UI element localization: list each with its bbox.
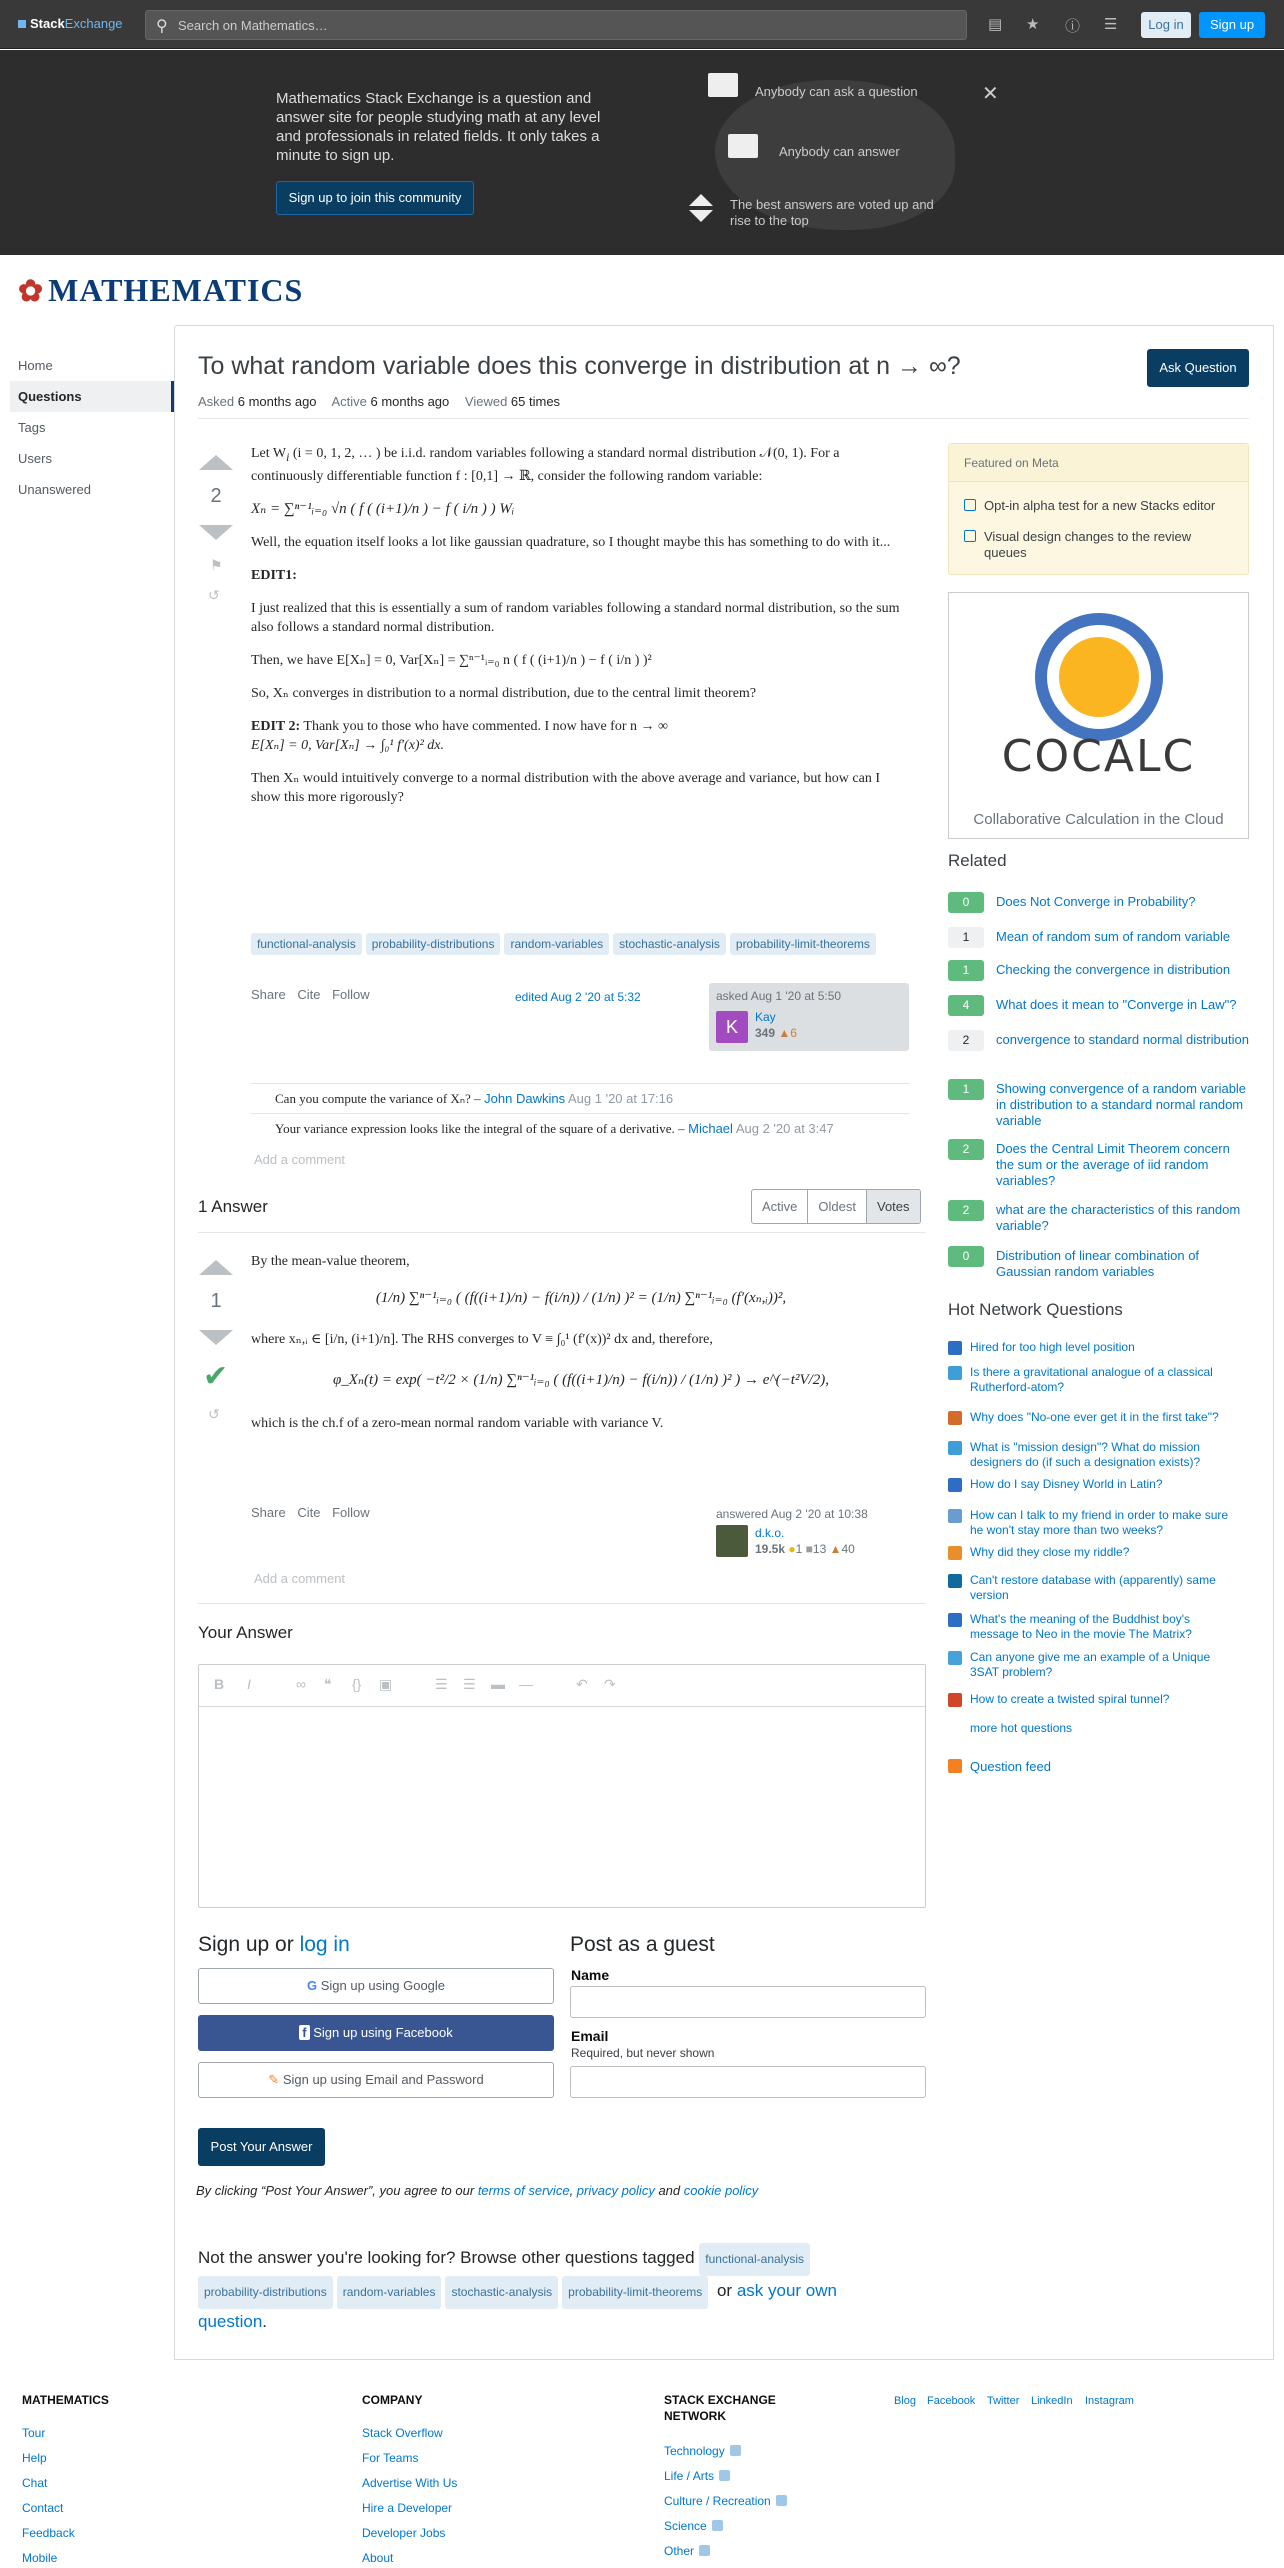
site-logo[interactable]: ✿ MATHEMATICS [18,272,304,308]
hero-description: Mathematics Stack Exchange is a question and answer site for people studying math at any level and professionals in related fields. It only takes a minute to sign up. [276,90,601,164]
add-comment-link[interactable]: Add a comment [254,1571,346,1586]
meta-post-icon [964,499,976,511]
question-meta: Asked 6 months ago Active 6 months ago Viewed 65 times [198,394,561,409]
search-box[interactable] [145,10,967,40]
privacy-link[interactable]: privacy policy [576,2183,655,2198]
hot-question-link[interactable]: What's the meaning of the Buddhist boy's message to Neo in the movie The Matrix? [970,1612,1192,1641]
share-link[interactable]: Share [251,987,286,1002]
question-paragraph: So, Xₙ converges in distribution to a normal distribution, due to the central limit theorem? [251,685,757,701]
related-score: 1 [948,960,984,981]
follow-link[interactable]: Follow [332,1505,370,1520]
answer-editor [198,1664,926,1908]
tos-link[interactable]: terms of service [477,2183,570,2198]
inbox-icon[interactable]: ▤ [988,16,1003,33]
related-link[interactable]: Showing convergence of a random variable in distribution to a standard normal random variable [996,1081,1247,1128]
edited-link[interactable]: edited Aug 2 '20 at 5:32 [515,990,641,1004]
signup-title: Sign up or log in [198,1933,350,1956]
footer-link[interactable]: About [362,2551,394,2565]
related-score: 1 [948,1079,984,1100]
divider [198,418,1249,419]
tag-probability-limit-theorems[interactable]: probability-limit-theorems [562,2276,708,2309]
footer-link[interactable]: Developer Jobs [362,2526,446,2540]
footer-link[interactable]: Mobile [22,2551,58,2565]
answerer-card: answered Aug 2 '20 at 10:38 d.k.o. 19.5k ●1 ■13 ▲40 [716,1507,868,1556]
footer-link[interactable]: Other [664,2544,710,2558]
divider [198,1232,926,1233]
footer-social-link[interactable]: Instagram [1085,2395,1134,2407]
login-button[interactable]: Log in [1141,12,1191,38]
site-icon [948,1574,962,1588]
related-score: 2 [948,1200,984,1221]
answerer-reputation: 19.5k [755,1542,786,1556]
tag-random-variables[interactable]: random-variables [504,933,609,955]
hot-question-link[interactable]: How do I say Disney World in Latin? [970,1477,1163,1491]
answer-vote-count: 1 [210,1290,222,1312]
meta-item[interactable]: Visual design changes to the review queues [964,529,1234,561]
answers-count: 1 Answer [198,1197,268,1216]
related-score: 0 [948,1246,984,1267]
question-vote-count: 2 [210,485,222,507]
hot-network-title: Hot Network Questions [948,1300,1123,1319]
question-paragraph: Then, we have E[Xₙ] = 0, Var[Xₙ] = ∑ⁿ⁻¹ᵢ₌₀ n ( f ( (i+1)/n ) − f ( i/n ) )² [251,652,652,668]
footer-company-title: COMPANY [362,2393,423,2407]
question-title[interactable]: To what random variable does this converge in distribution at n → ∞? [198,352,961,380]
ask-own-question-link[interactable]: ask your own question [198,2281,837,2331]
ad-caption: Collaborative Calculation in the Cloud [973,811,1224,828]
feature-vote: The best answers are voted up and rise to the top [730,197,934,228]
meta-item[interactable]: Opt-in alpha test for a new Stacks editor [964,498,1234,514]
redo-icon[interactable]: ↷ [604,1676,616,1692]
site-icon [948,1411,962,1425]
bronze-count: 40 [841,1542,855,1556]
footer-link[interactable]: Advertise With Us [362,2476,458,2490]
nav-unanswered[interactable]: Unanswered [18,482,91,497]
question-paragraph: Then Xₙ would intuitively converge to a normal distribution with the above average and variance, but how can I show this more rigorously? [251,770,881,805]
hot-question-link[interactable]: Is there a gravitational analogue of a classical Rutherford-atom? [970,1365,1213,1394]
hot-question-link[interactable]: Why did they close my riddle? [970,1545,1130,1559]
comment-time: Aug 1 '20 at 17:16 [568,1091,674,1106]
login-link[interactable]: log in [299,1933,350,1956]
comment-time: Aug 2 '20 at 3:47 [735,1121,834,1136]
stackexchange-logo[interactable]: StackExchange [18,16,123,31]
footer-link[interactable]: Culture / Recreation [664,2494,787,2508]
history-icon[interactable]: ↺ [208,1406,220,1422]
cite-link[interactable]: Cite [297,1505,321,1520]
gold-count: 1 [795,1542,803,1556]
undo-icon[interactable]: ↶ [576,1676,588,1692]
footer-link[interactable]: Stack Overflow [362,2426,443,2440]
editor-toolbar [199,1665,925,1707]
related-score: 2 [948,1139,984,1160]
answer-actions [251,1505,378,1520]
related-score: 4 [948,995,984,1016]
facebook-icon: f [299,2025,309,2040]
sort-oldest[interactable]: Oldest [808,1190,867,1223]
site-icon [948,1441,962,1455]
footer-social-link[interactable]: Facebook [927,2395,976,2407]
bronze-badges: ▲6 [778,1026,797,1040]
sort-votes[interactable]: Votes [867,1190,920,1223]
tag-stochastic-analysis[interactable]: stochastic-analysis [445,2276,558,2309]
not-the-answer: Not the answer you're looking for? Browse other questions tagged functional-analysis probability-distributions random-variables stochastic-analysis probability-limit-theorems or ask your own question. [198,2243,858,2334]
more-icon [730,2445,741,2456]
tag-probability-distributions[interactable]: probability-distributions [198,2276,333,2309]
site-icon [948,1509,962,1523]
close-icon[interactable]: ✕ [982,83,999,105]
link-icon[interactable]: ∞ [296,1676,306,1692]
cocalc-ad[interactable] [948,592,1249,839]
related-score: 0 [948,892,984,913]
answer-textarea[interactable] [199,1707,925,1907]
nav-home[interactable]: Home [18,358,53,373]
add-comment-link[interactable]: Add a comment [254,1152,346,1167]
ask-icon [708,73,738,97]
top-bar [0,0,1284,49]
footer-link[interactable]: Help [22,2451,47,2465]
meta-title: Featured on Meta [949,444,1248,482]
related-link[interactable]: what are the characteristics of this random variable? [996,1202,1241,1233]
answerer-name[interactable]: d.k.o. [755,1526,785,1540]
asker-name[interactable]: Kay [755,1010,776,1024]
email-label: Email [571,2028,609,2044]
question-paragraph: Let $W_i$ (i = 0, 1, 2, … ) be i.i.d. random variables following a standard normal distribution 𝒩(0, 1). For a continuously differentiable function f : [0,1] → ℝ, consider the following random variable: [251,446,840,484]
silver-badge-icon: ■ [805,1542,813,1556]
related-title: Related [948,851,1007,870]
footer-link[interactable]: Feedback [22,2526,75,2540]
terms-notice: By clicking “Post Your Answer”, you agree to our terms of service, privacy policy and cookie policy [196,2183,759,2198]
bold-icon[interactable]: B [214,1676,225,1692]
left-sidebar [0,350,174,505]
feature-answer: Anybody can answer [779,144,900,159]
quote-icon[interactable]: ❝ [324,1676,332,1692]
email-input[interactable] [570,2066,926,2098]
more-icon [776,2495,787,2506]
asker-reputation: 349 [755,1026,776,1040]
question-body [251,444,906,821]
tag-stochastic-analysis[interactable]: stochastic-analysis [613,933,726,955]
ad-brand: COCALC [1001,731,1196,782]
facebook-signup-button[interactable]: f Sign up using Facebook [198,2015,554,2051]
related-link[interactable]: convergence to standard normal distribution [996,1032,1249,1047]
footer-link[interactable]: Science [664,2519,723,2533]
ask-question-button[interactable]: Ask Question [1147,349,1249,387]
gold-badge-icon: ● [788,1542,796,1556]
heading-icon[interactable]: ▬ [491,1676,505,1692]
question-tags [251,933,880,955]
answer-equation: (1/n) ∑ⁿ⁻¹ᵢ₌₀ ( (f((i+1)/n) − f(i/n)) / (1/n) )² = (1/n) ∑ⁿ⁻¹ᵢ₌₀ (f′(xₙ,ᵢ))², [375,1290,787,1306]
answer-paragraph: where xₙ,ᵢ ∈ [i/n, (i+1)/n]. The RHS converges to V ≡ ∫₀¹ (f′(x))² dx and, therefore, [251,1332,713,1347]
join-community-button[interactable]: Sign up to join this community [276,181,474,215]
google-icon: G [306,1978,318,1993]
site-icon [948,1693,962,1707]
footer-social-link[interactable]: LinkedIn [1031,2395,1073,2407]
italic-icon[interactable]: I [247,1676,251,1692]
history-icon[interactable]: ↺ [208,587,220,603]
hot-question-link[interactable]: What is "mission design"? What do mission designers do (if such a designation exists)? [970,1440,1201,1469]
footer-link[interactable]: Life / Arts [664,2469,730,2483]
bookmark-icon[interactable]: ⚑ [210,557,223,573]
footer-site-title: MATHEMATICS [22,2393,109,2407]
accepted-check-icon: ✔ [203,1360,229,1393]
question-actions [251,987,378,1002]
site-icon [948,1478,962,1492]
tag-random-variables[interactable]: random-variables [337,2276,442,2309]
upvote-button[interactable] [199,455,233,470]
welcome-banner [0,50,1284,255]
related-link[interactable]: Distribution of linear combination of Gaussian random variables [996,1248,1200,1279]
footer-link[interactable]: Hire a Developer [362,2501,453,2515]
downvote-button[interactable] [199,525,233,540]
edit1-label: EDIT1: [251,567,297,583]
search-icon: ⚲ [156,18,168,35]
question-paragraph: I just realized that this is essentially a sum of random variables following a standard normal distribution, so the sum also follows a standard normal distribution. [251,600,900,635]
cite-link[interactable]: Cite [297,987,321,1002]
answer-icon [728,134,758,158]
site-icon [948,1651,962,1665]
comment: Can you compute the variance of Xₙ? – John Dawkins Aug 1 '20 at 17:16 [251,1083,910,1113]
answer-paragraph: which is the ch.f of a zero-mean normal random variable with variance V. [251,1416,664,1431]
sort-active[interactable]: Active [752,1190,808,1223]
question-paragraph: Well, the equation itself looks a lot like gaussian quadrature, so I thought maybe this has something to do with it... [251,534,891,550]
related-link[interactable]: What does it mean to "Converge in Law"? [996,997,1237,1012]
stackexchange-icon [18,20,26,28]
more-icon [699,2545,710,2556]
footer-network-title: STACK EXCHANGE NETWORK [664,2393,776,2423]
answer-sort-tabs [751,1189,921,1224]
related-link[interactable]: Does the Central Limit Theorem concern the sum or the average of iid random variables? [996,1141,1230,1188]
achievements-icon[interactable]: ★ [1026,16,1040,33]
comment-author[interactable]: John Dawkins [484,1091,566,1106]
more-icon [712,2520,723,2531]
feature-ask: Anybody can ask a question [755,84,918,99]
site-icon [948,1613,962,1627]
guest-title: Post as a guest [570,1933,715,1956]
site-icon [948,1341,962,1355]
hot-question-link[interactable]: How to create a twisted spiral tunnel? [970,1692,1170,1706]
bulleted-list-icon[interactable]: ☰ [463,1676,476,1692]
footer-link[interactable]: Tour [22,2426,46,2440]
question-equation: Xₙ = ∑ⁿ⁻¹ᵢ₌₀ √n ( f ( (i+1)/n ) − f ( i/n ) ) Wᵢ [251,500,515,517]
follow-link[interactable]: Follow [332,987,370,1002]
email-icon: ✎ [268,2072,280,2087]
answer-paragraph: By the mean-value theorem, [251,1254,410,1269]
site-icon [948,1366,962,1380]
upvote-button[interactable] [199,1260,233,1275]
footer-social-link[interactable]: Twitter [987,2395,1020,2407]
tag-functional-analysis[interactable]: functional-analysis [251,933,362,955]
meta-post-icon [964,530,976,542]
search-input[interactable] [178,15,938,35]
answer-equation: φ_Xₙ(t) = exp( −t²/2 × (1/n) ∑ⁿ⁻¹ᵢ₌₀ ( (f((i+1)/n) − f(i/n)) / (1/n) )² ) → e^(−t²V/2), [332,1372,830,1388]
more-hot-questions-link[interactable]: more hot questions [970,1721,1073,1735]
code-icon[interactable]: {} [352,1676,362,1692]
help-icon[interactable]: ⓘ [1065,18,1081,35]
signup-button[interactable]: Sign up [1199,12,1265,38]
horizontal-rule-icon[interactable]: — [519,1676,533,1692]
avatar[interactable]: K [716,1011,748,1043]
nav-users[interactable]: Users [18,451,52,466]
tag-probability-distributions[interactable]: probability-distributions [366,933,501,955]
name-label: Name [571,1967,610,1983]
hot-question-link[interactable]: How can I talk to my friend in order to make sure he won't stay more than two weeks? [970,1508,1229,1537]
flower-icon: ✿ [18,275,45,308]
more-icon [719,2470,730,2481]
email-note: Required, but never shown [571,2046,715,2060]
related-link[interactable]: Checking the convergence in distribution [996,962,1231,977]
hot-question-link[interactable]: Hired for too high level position [970,1340,1135,1354]
silver-count: 13 [812,1542,827,1556]
your-answer-title: Your Answer [198,1623,293,1642]
post-answer-button[interactable]: Post Your Answer [198,2128,325,2166]
footer-social-link[interactable]: Blog [894,2395,917,2407]
footer-link[interactable]: Contact [22,2501,64,2515]
related-score: 1 [948,927,984,948]
comment: Your variance expression looks like the integral of the square of a derivative. – Michael Aug 2 '20 at 3:47 [251,1113,910,1143]
nav-questions[interactable]: Questions [10,381,174,412]
downvote-button[interactable] [199,1330,233,1345]
cocalc-logo-icon [1032,610,1166,744]
answer-body [251,1252,911,1447]
hot-question-link[interactable]: Can anyone give me an example of a Unique 3SAT problem? [970,1650,1211,1679]
nav-tags[interactable]: Tags [18,420,46,435]
google-signup-button[interactable]: G Sign up using Google [198,1968,554,2004]
related-link[interactable]: Does Not Converge in Probability? [996,894,1196,909]
hot-question-link[interactable]: Can't restore database with (apparently) same version [970,1573,1216,1602]
ordered-list-icon[interactable]: ☰ [435,1676,448,1692]
tag-probability-limit-theorems[interactable]: probability-limit-theorems [730,933,876,955]
related-link[interactable]: Mean of random sum of random variable [996,929,1231,944]
upvote-icon [689,194,713,206]
bronze-badge-icon: ▲ [829,1542,842,1556]
asker-card: asked Aug 1 '20 at 5:50 K Kay 349 ▲6 [709,983,909,1051]
site-icon [948,1546,962,1560]
email-signup-button[interactable]: ✎ Sign up using Email and Password [198,2062,554,2098]
divider [198,1603,926,1604]
rss-icon [948,1759,962,1773]
featured-on-meta [948,443,1249,575]
comment-author[interactable]: Michael [688,1121,733,1136]
share-link[interactable]: Share [251,1505,286,1520]
image-icon[interactable]: ▣ [379,1676,393,1692]
name-input[interactable] [570,1986,926,2018]
footer-link[interactable]: For Teams [362,2451,419,2465]
avatar[interactable] [716,1525,748,1557]
footer-link[interactable]: Chat [22,2476,48,2490]
downvote-icon [689,210,713,222]
footer-link[interactable]: Technology [664,2444,741,2458]
cookie-link[interactable]: cookie policy [683,2183,759,2198]
question-feed-link[interactable]: Question feed [948,1759,1051,1774]
hot-question-link[interactable]: Why does "No-one ever get it in the first take"? [970,1410,1219,1424]
tag-functional-analysis[interactable]: functional-analysis [699,2243,810,2276]
edit2-paragraph: EDIT 2: Thank you to those who have commented. I now have for n → ∞ E[Xₙ] = 0, Var[Xₙ] → ∫₀¹ f′(x)² dx. [251,718,668,753]
related-score: 2 [948,1030,984,1051]
site-switcher-icon[interactable]: ☰ [1104,16,1118,33]
